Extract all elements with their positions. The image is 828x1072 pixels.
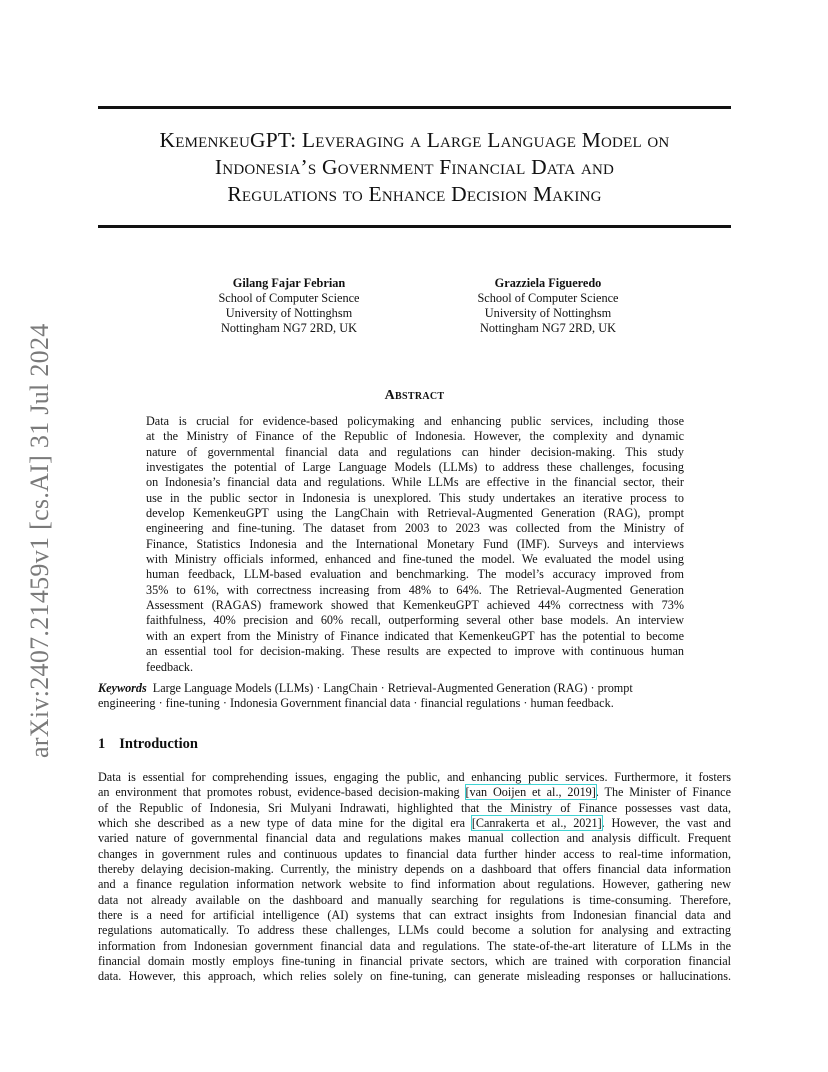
author-block [179, 276, 399, 336]
introduction-paragraph [98, 770, 731, 985]
abstract-line: investigates the potential of Large Language Models (LLMs) to address these challenges, focusing [146, 460, 684, 475]
paragraph-line: thereby delaying decision-making. Currently, the ministry depends on a dashboard that offers financial data information [98, 862, 731, 877]
abstract-line: 35% to 61%, with correctness increasing from 48% to 64%. The Retrieval-Augmented Generation [146, 582, 684, 597]
abstract-line: develop KemenkeuGPT using the LangChain with Retrieval-Augmented Generation (RAG), prompt [146, 506, 684, 521]
paper-title [98, 127, 731, 208]
abstract-body [146, 414, 684, 675]
paragraph-line: financial domain mostly employs fine-tuning in financial private sectors, which are trained with corporation financial [98, 954, 731, 969]
abstract-line: feedback. [146, 659, 194, 674]
keywords-label: Keywords [98, 681, 147, 695]
author-name: Gilang Fajar Febrian [232, 276, 346, 290]
title-line: Indonesia’s Government Financial Data and [214, 155, 615, 179]
author-department: School of Computer Science [218, 291, 360, 305]
paragraph-line: varied nature of governmental financial data and regulations makes manual collection and analysis difficult. Frequent [98, 831, 731, 846]
section-number: 1 [98, 736, 106, 752]
paragraph-line: changes in government rules and continuous updates to financial data further hinder access to real-time information, [98, 846, 731, 861]
paragraph-line: of the Republic of Indonesia, Sri Mulyani Indrawati, highlighted that the Ministry of Finance possesses vast data, [98, 800, 731, 815]
keywords-text: engineering · fine-tuning · Indonesia Government financial data · financial regulations · human feedback. [98, 696, 614, 711]
author-university: University of Nottinghsm [225, 306, 353, 320]
author-university: University of Nottinghsm [484, 306, 612, 320]
keywords-text: Large Language Models (LLMs) · LangChain · Retrieval-Augmented Generation (RAG) · prompt [152, 681, 633, 695]
abstract-line: on Indonesia’s financial data and regulations. While LLMs are effective in the financial sector, their [146, 475, 684, 490]
author-block [438, 276, 658, 336]
title-rule-bottom [98, 225, 731, 228]
abstract-line: Data is crucial for evidence-based policymaking and enhancing public services, including those [146, 414, 684, 428]
abstract-line: Assessment (RAGAS) framework showed that KemenkeuGPT achieved 44% correctness with 73% [146, 598, 684, 613]
paragraph-line: Data is essential for comprehending issues, engaging the public, and enhancing public services. Furthermore, it fosters [98, 770, 731, 784]
title-line: Regulations to Enhance Decision Making [227, 182, 602, 206]
abstract-line: with Ministry officials informed, enhanced and fine-tuned the model. We evaluated the model using [146, 552, 684, 567]
author-address: Nottingham NG7 2RD, UK [221, 321, 357, 335]
paragraph-line: there is a need for artificial intelligence (AI) systems that can extract insights from Indonesian financial data and [98, 908, 731, 923]
abstract-line: human feedback, LLM-based evaluation and benchmarking. The model’s accuracy improved from [146, 567, 684, 582]
paragraph-line: regulations automatically. To address these challenges, LLMs could become a solution for analysing and extracting [98, 923, 731, 938]
paragraph-line: an environment that promotes robust, evidence-based decision-making [van Ooijen et al., 2019]. The Minister of Finance [98, 785, 732, 800]
abstract-line: engineering and fine-tuning. The dataset from 2003 to 2023 was collected from the Ministry of [146, 521, 684, 536]
paragraph-line: information from Indonesian government financial data and regulations. The state-of-the-art literature of LLMs in the [98, 938, 731, 953]
title-rule-top [98, 106, 731, 109]
abstract-line: nature of governmental financial data and regulations can hinder decision-making. This study [146, 444, 684, 459]
paragraph-line: data not already available on the dashboard and manually searching for regulations is time-consuming. Therefore, [98, 892, 731, 907]
abstract-line: with an expert from the Ministry of Finance indicated that KemenkeuGPT has the potential to become [146, 628, 684, 643]
arxiv-identifier: arXiv:2407.21459v1 [cs.AI] 31 Jul 2024 [25, 323, 54, 758]
author-department: School of Computer Science [477, 291, 619, 305]
keywords-block [98, 681, 731, 712]
abstract-heading: Abstract [384, 388, 445, 403]
citation-link[interactable]: [van Ooijen et al., 2019] [465, 785, 596, 800]
paragraph-line: data. However, this approach, which relies solely on fine-tuning, can generate misleading responses or hallucinations. [98, 969, 731, 984]
abstract-line: Finance, Statistics Indonesia and the International Monetary Fund (IMF). Surveys and interviews [146, 536, 684, 551]
abstract-line: use in the public sector in Indonesia is unexplored. This study undertakes an iterative process to [146, 490, 684, 505]
paragraph-line: and a finance regulation information network website to find information about regulations. However, gathering new [98, 877, 731, 892]
section-title: Introduction [119, 736, 198, 752]
paragraph-line: which she described as a new type of data mine for the digital era [Canrakerta et al., 2021]. However, the vast and [98, 816, 731, 831]
author-name: Grazziela Figueredo [494, 276, 602, 290]
abstract-line: at the Ministry of Finance of the Republic of Indonesia. However, the complexity and dynamic [146, 429, 684, 444]
abstract-line: faithfulness, 40% precision and 60% recall, outperforming several other base models. An interview [146, 613, 684, 628]
title-line: KemenkeuGPT: Leveraging a Large Language Model on [159, 128, 670, 152]
section-heading [98, 736, 198, 753]
abstract-line: an essential tool for decision-making. These results are expected to improve with continuous human [146, 644, 684, 659]
citation-link[interactable]: [Canrakerta et al., 2021] [471, 816, 602, 831]
author-address: Nottingham NG7 2RD, UK [480, 321, 616, 335]
